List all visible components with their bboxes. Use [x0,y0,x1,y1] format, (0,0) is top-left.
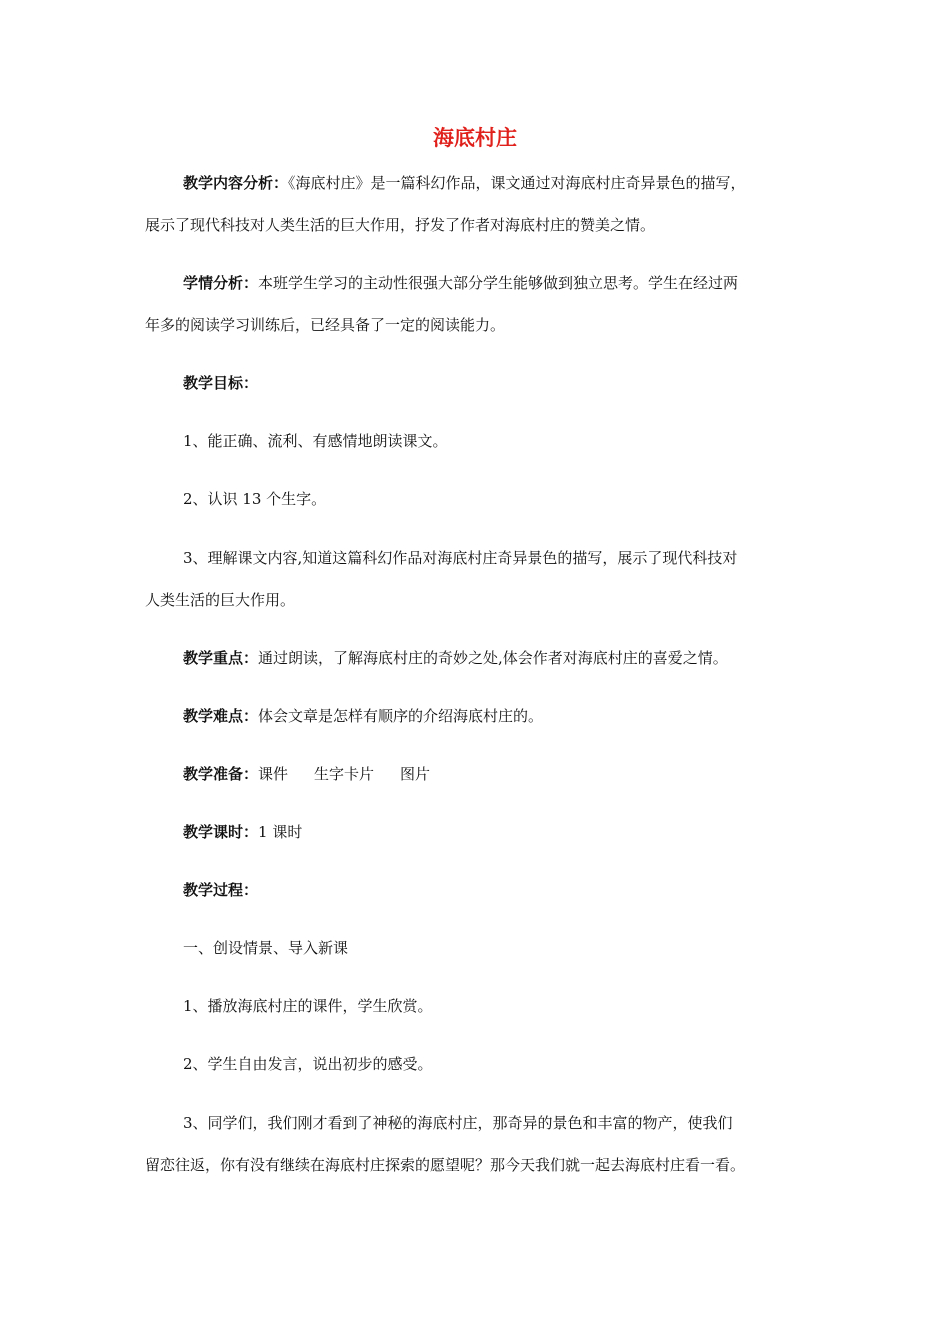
process-step-3-line2: 留恋往返，你有没有继续在海底村庄探索的愿望呢？那今天我们就一起去海底村庄看一看。 [145,1156,746,1174]
content-analysis-line1 [183,172,746,194]
preparation [183,763,430,785]
objective-item-3-line1: 3、理解课文内容,知道这篇科幻作品对海底村庄奇异景色的描写，展示了现代科技对 [183,549,738,567]
content-analysis-label: 教学内容分析： [183,174,289,192]
learner-analysis-text1: 本班学生学习的主动性很强大部分学生能够做到独立思考。学生在经过两 [258,274,739,292]
preparation-label: 教学准备： [183,765,259,783]
key-point-text: 通过朗读，了解海底村庄的奇妙之处,体会作者对海底村庄的喜爱之情。 [258,649,728,667]
class-hours-text: 1 课时 [258,823,303,841]
key-point [183,647,728,669]
content-analysis-text1: 《海底村庄》是一篇科幻作品，课文通过对海底村庄奇异景色的描写， [288,174,746,192]
difficulty-text: 体会文章是怎样有顺序的介绍海底村庄的。 [258,707,544,725]
process-step-1: 1、播放海底村庄的课件，学生欣赏。 [183,997,433,1015]
preparation-item-3: 图片 [400,765,431,783]
process-step-2: 2、学生自由发言，说出初步的感受。 [183,1055,433,1073]
key-point-label: 教学重点： [183,649,259,667]
objective-item-3-line2: 人类生活的巨大作用。 [145,591,296,609]
preparation-item-2: 生字卡片 [314,765,375,783]
document-title: 海底村庄 [433,126,517,150]
objective-item-2: 2、认识 13 个生字。 [183,490,327,508]
objectives-label: 教学目标： [183,374,259,392]
content-analysis-text2: 展示了现代科技对人类生活的巨大作用，抒发了作者对海底村庄的赞美之情。 [145,216,656,234]
objective-item-1: 1、能正确、流利、有感情地朗读课文。 [183,432,448,450]
class-hours-label: 教学课时： [183,823,259,841]
process-step-3-line1: 3、同学们，我们刚才看到了神秘的海底村庄，那奇异的景色和丰富的物产，使我们 [183,1114,733,1132]
class-hours [183,821,302,843]
difficulty-label: 教学难点： [183,707,259,725]
preparation-item-1: 课件 [258,765,289,783]
difficulty [183,705,543,727]
process-section-1: 一、创设情景、导入新课 [183,939,349,957]
learner-analysis-text2: 年多的阅读学习训练后，已经具备了一定的阅读能力。 [145,316,506,334]
learner-analysis-line1 [183,272,738,294]
process-label: 教学过程： [183,881,259,899]
learner-analysis-label: 学情分析： [183,274,259,292]
